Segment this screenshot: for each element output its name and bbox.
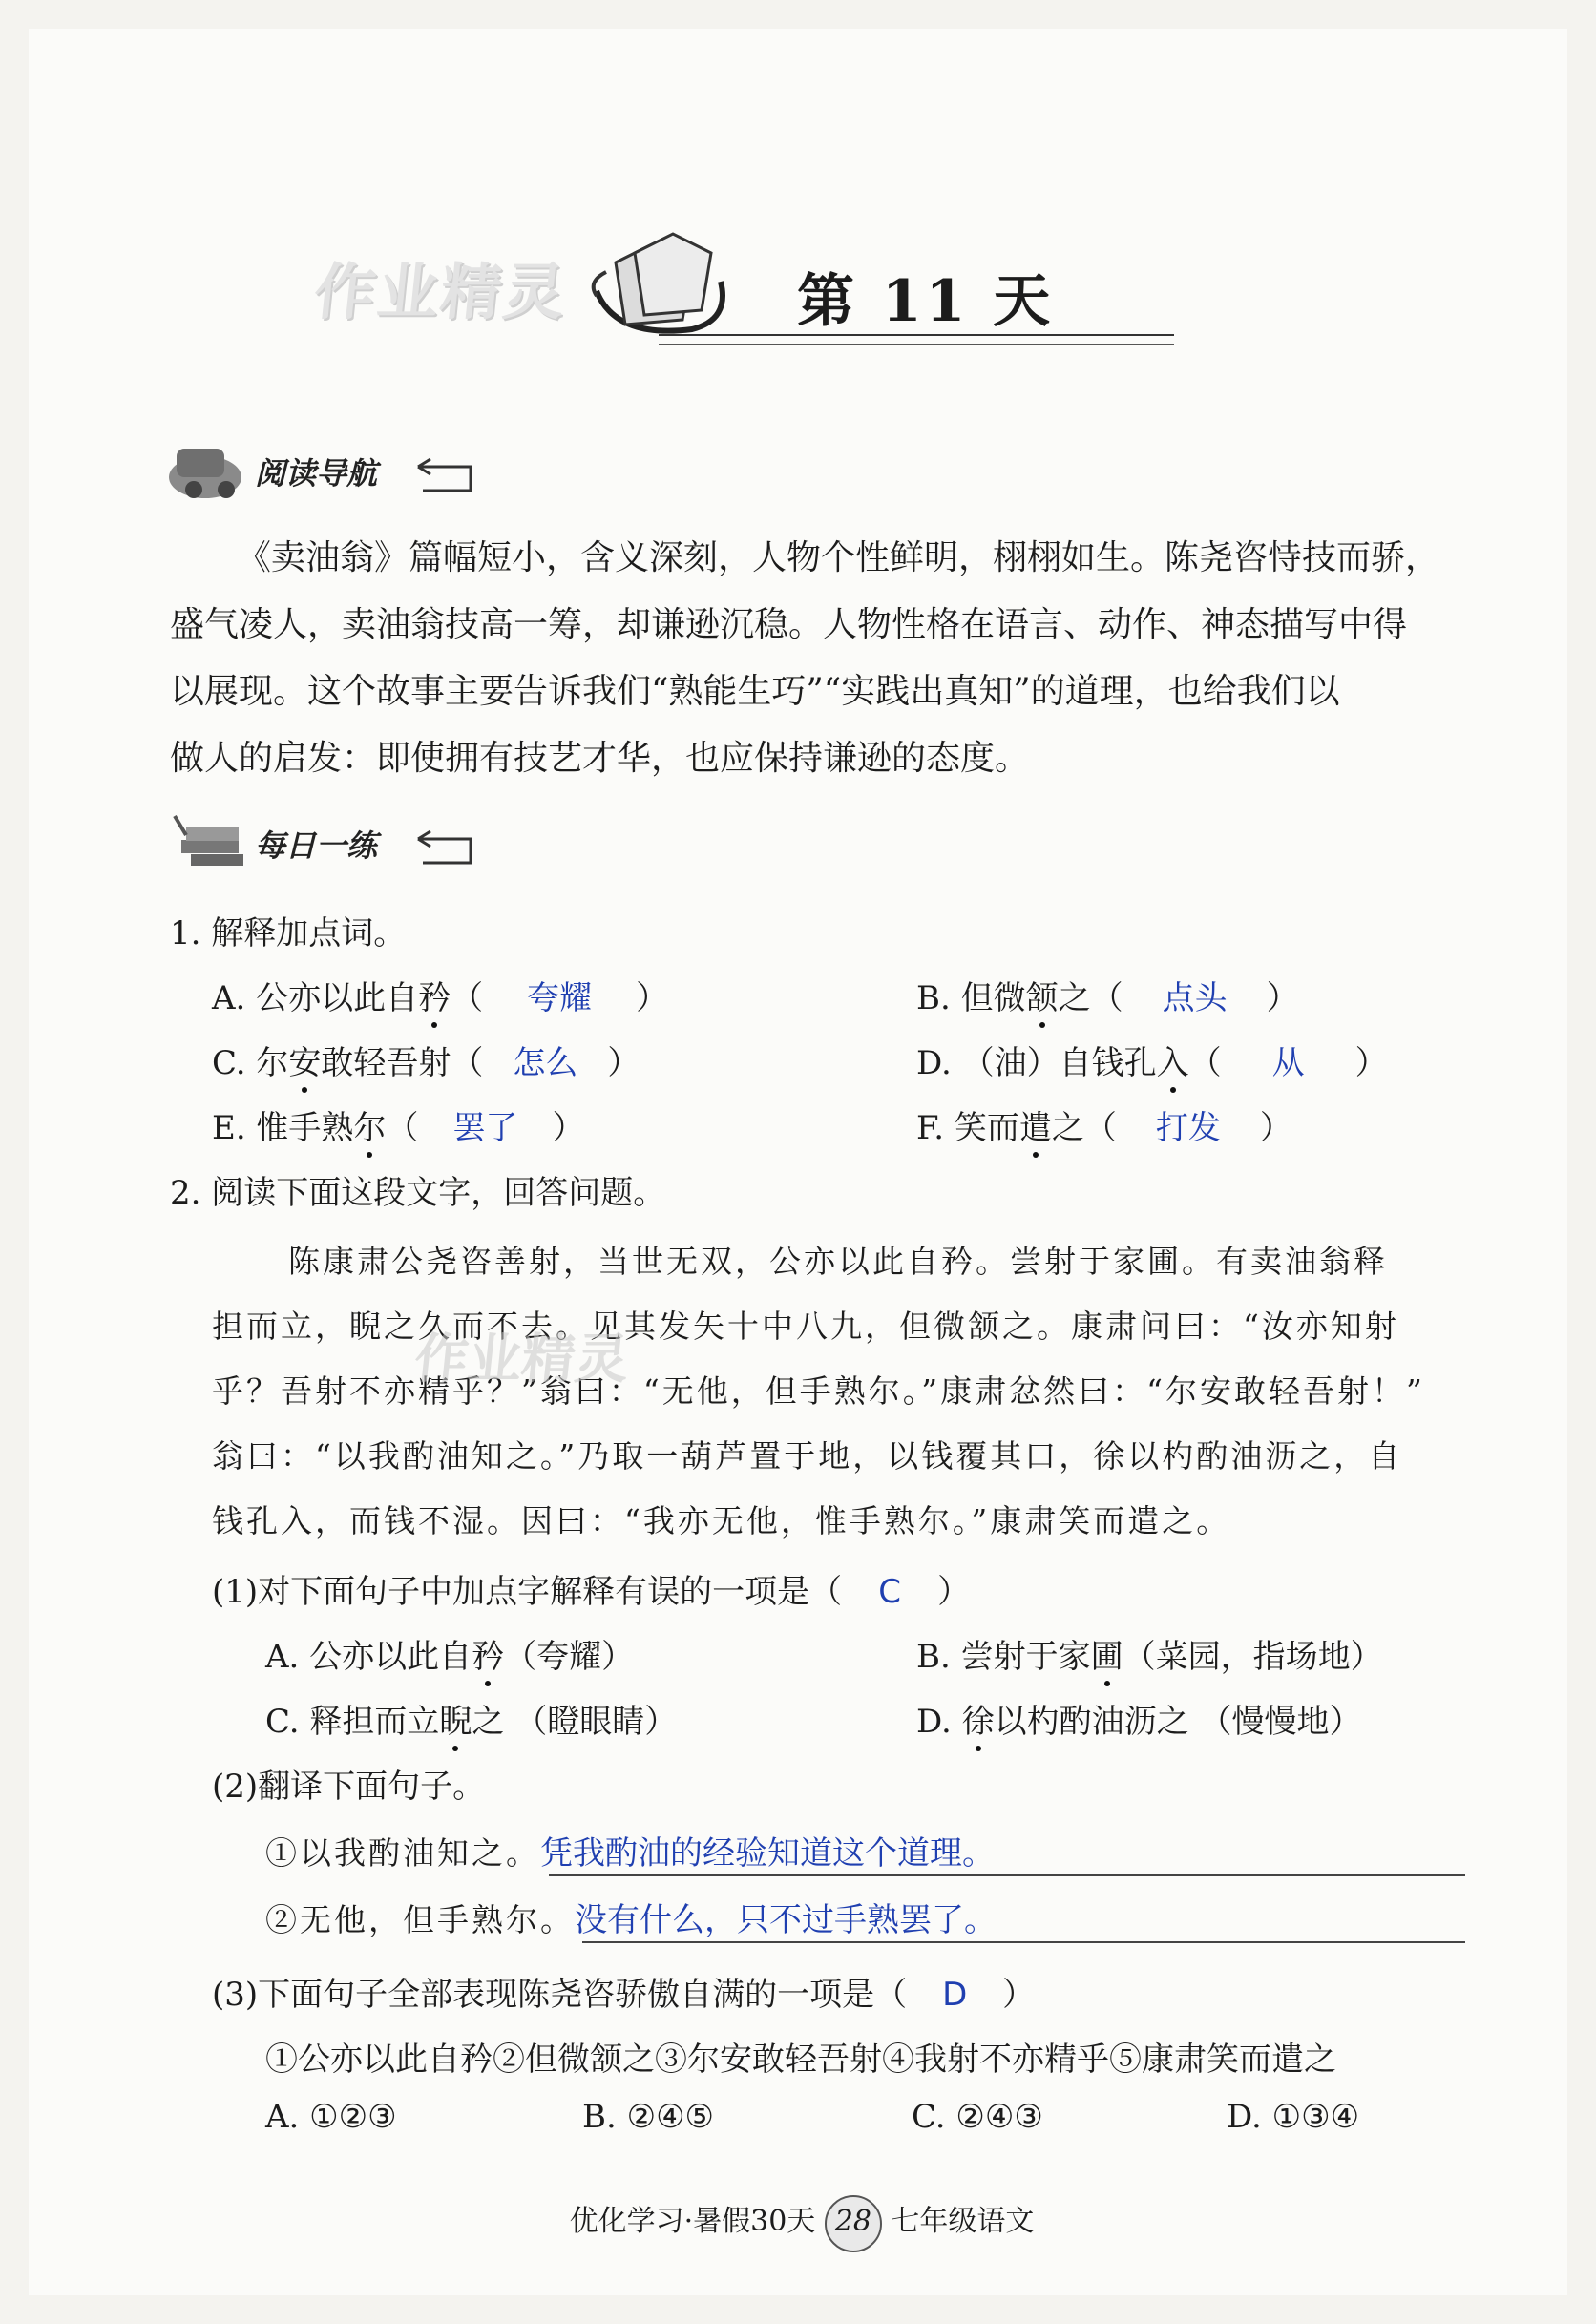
- reading-line: 做人的启发：即使拥有技艺才华，也应保持谦逊的态度。: [170, 739, 1030, 778]
- answer-line: [582, 1941, 1465, 1943]
- answer-text: C: [878, 1573, 902, 1611]
- answer-text: 怎么: [513, 1044, 578, 1082]
- question-2-stem: 2. 阅读下面这段文字，回答问题。: [170, 1174, 666, 1212]
- sub3-option-b: B. ②④⑤: [582, 2098, 715, 2136]
- page-title: 第 11 天: [797, 268, 1055, 335]
- section-label: 每日一练: [255, 827, 378, 864]
- q1-item-e: E. 惟手熟尔（ 罢了 ）: [212, 1101, 584, 1148]
- answer-text: 凭我酌油的经验知道这个道理。: [540, 1834, 995, 1873]
- sub3-option-a: A. ①②③: [265, 2098, 397, 2136]
- q1-item-a: A. 公亦以此自矜（ 夸耀 ）: [212, 972, 668, 1018]
- car-icon: [167, 434, 253, 501]
- books-icon: [167, 806, 253, 873]
- daily-practice-badge: [167, 806, 492, 873]
- answer-line: [549, 1874, 1465, 1876]
- footer-subject: 七年级语文: [891, 2205, 1035, 2238]
- sub-question-1: (1)对下面句子中加点字解释有误的一项是（ C ）: [212, 1573, 971, 1611]
- answer-text: 罢了: [452, 1109, 518, 1147]
- title-divider: [659, 334, 1174, 345]
- sub-question-2: (2)翻译下面句子。: [212, 1768, 486, 1806]
- answer-text: 点头: [1162, 979, 1228, 1017]
- q1-item-b: B. 但微颔之（ 点头 ）: [916, 972, 1299, 1018]
- passage-line: 乎？吾射不亦精乎？”翁曰：“无他，但手熟尔。”康肃忿然曰：“尔安敢轻吾射！”: [212, 1372, 1425, 1410]
- reading-line: 盛气凌人，卖油翁技高一筹，却谦逊沉稳。人物性格在语言、动作、神态描写中得: [170, 605, 1408, 644]
- watermark-logo: 作业精灵: [310, 258, 571, 328]
- answer-text: 夸耀: [527, 979, 593, 1017]
- reading-nav-badge: [167, 434, 492, 501]
- translate-item-1: ①以我酌油知之。凭我酌油的经验知道这个道理。: [265, 1834, 995, 1873]
- footer: [535, 2195, 1069, 2252]
- reading-line: 以展现。这个故事主要告诉我们“熟能生巧”“实践出真知”的道理，也给我们以: [170, 672, 1340, 711]
- arrow-icon: [413, 820, 480, 868]
- translate-item-2: ②无他，但手熟尔。没有什么，只不过手熟罢了。: [265, 1901, 997, 1939]
- q1-item-f: F. 笑而遣之（ 打发 ）: [916, 1101, 1292, 1148]
- answer-text: 从: [1271, 1044, 1305, 1082]
- sub-question-3: (3)下面句子全部表现陈尧咨骄傲自满的一项是（ D ）: [212, 1976, 1036, 2014]
- passage-line: 钱孔入，而钱不湿。因曰：“我亦无他，惟手熟尔。”康肃笑而遣之。: [212, 1502, 1231, 1539]
- question-1-stem: 1. 解释加点词。: [170, 914, 407, 953]
- sub1-option-c: C. 释担而立睨之 （瞪眼睛）: [265, 1695, 677, 1742]
- section-label: 阅读导航: [255, 455, 378, 492]
- q1-item-d: D. （油）自钱孔入（ 从 ）: [916, 1036, 1388, 1083]
- passage-line: 担而立，睨之久而不去。见其发矢十中八九，但微颔之。康肃问曰：“汝亦知射: [212, 1308, 1399, 1345]
- watermark-text: 作业精灵: [411, 1329, 632, 1391]
- reading-paragraph: [170, 525, 1468, 792]
- sub1-option-b: B. 尝射于家圃（菜园，指场地）: [916, 1630, 1383, 1677]
- sub3-option-c: C. ②④③: [912, 2098, 1043, 2136]
- page-number: 28: [825, 2195, 882, 2252]
- answer-text: D: [942, 1976, 968, 2014]
- classical-passage: [212, 1229, 1481, 1554]
- passage-line: 翁曰：“以我酌油知之。”乃取一葫芦置于地，以钱覆其口，徐以杓酌油沥之，自: [212, 1437, 1403, 1475]
- document-icon: [578, 224, 740, 348]
- passage-line: 陈康肃公尧咨善射，当世无双，公亦以此自矜。尝射于家圃。有卖油翁释: [288, 1243, 1388, 1280]
- page: [29, 29, 1567, 2295]
- arrow-icon: [413, 448, 480, 495]
- sub3-option-d: D. ①③④: [1227, 2098, 1360, 2136]
- reading-line: 《卖油翁》篇幅短小，含义深刻，人物个性鲜明，栩栩如生。陈尧咨恃技而骄，: [237, 538, 1440, 577]
- sub3-sentences: ①公亦以此自矜②但微颔之③尔安敢轻吾射④我射不亦精乎⑤康肃笑而遣之: [265, 2041, 1336, 2079]
- sub1-option-d: D. 徐以杓酌油沥之 （慢慢地）: [916, 1695, 1361, 1742]
- sub1-option-a: A. 公亦以此自矜（夸耀）: [265, 1630, 634, 1677]
- answer-text: 打发: [1155, 1109, 1221, 1147]
- footer-book-title: 优化学习·暑假30天: [569, 2205, 816, 2238]
- answer-text: 没有什么，只不过手熟罢了。: [575, 1901, 997, 1939]
- q1-item-c: C. 尔安敢轻吾射（ 怎么 ）: [212, 1036, 640, 1083]
